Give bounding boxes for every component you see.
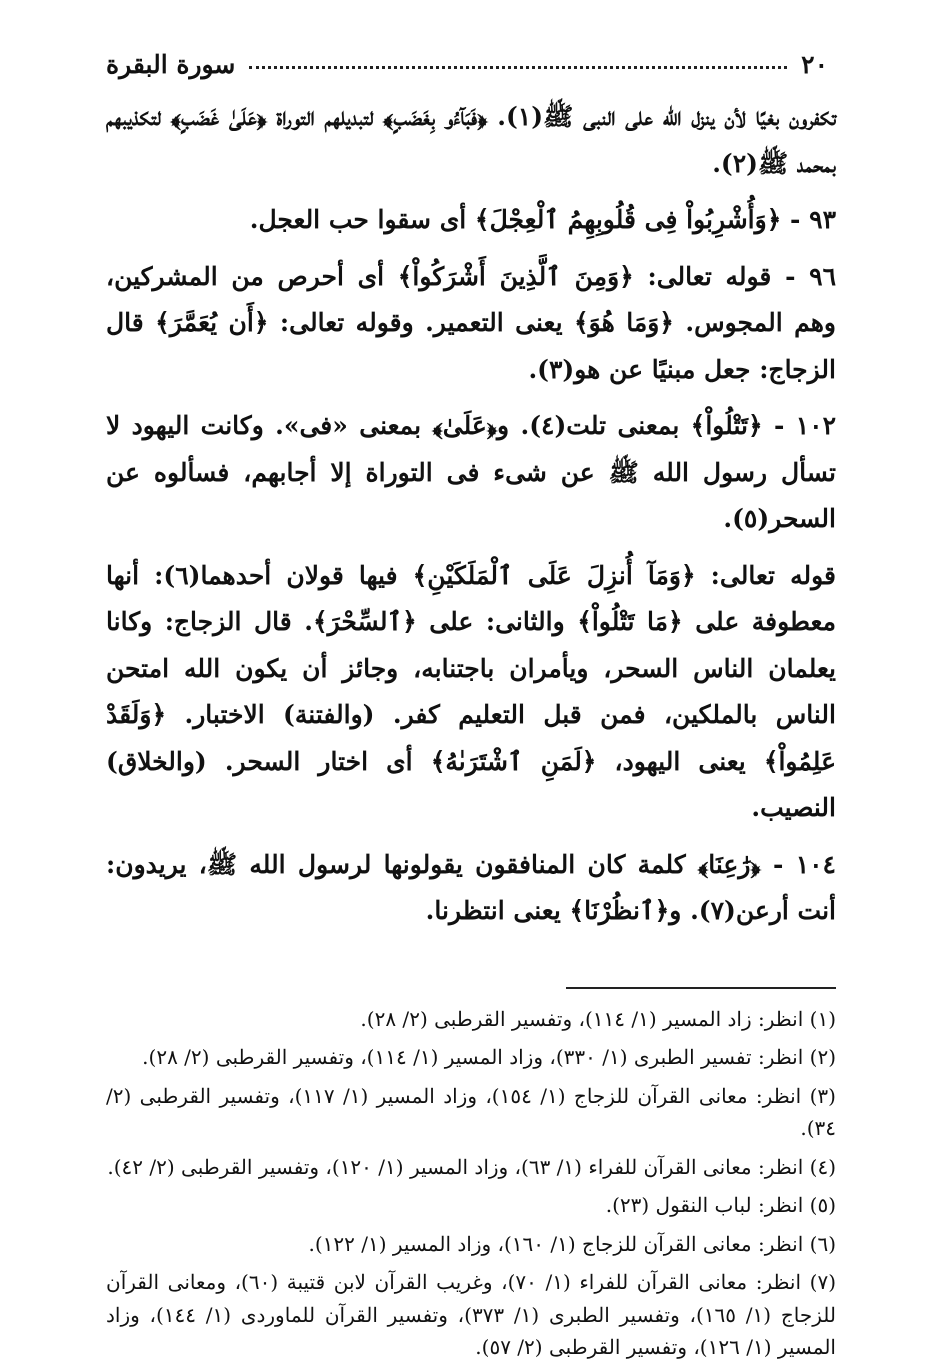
surah-title: سورة البقرة <box>106 50 236 79</box>
footnote-1: (١) انظر: زاد المسير (١/ ١١٤)، وتفسير القرطبى (٢/ ٢٨). <box>360 1006 836 1031</box>
footnote-6: (٦) انظر: معانى القرآن للزجاج (١/ ١٦٠)، وزاد المسير (١/ ١٢٢). <box>308 1231 836 1256</box>
footnotes <box>106 1003 836 1364</box>
paragraph-93: ٩٣ - ﴿وَأُشْرِبُواْ فِى قُلُوبِهِمُ ٱلْعِجْلَ﴾ أى سقوا حب العجل. <box>249 205 836 234</box>
footnote-2: (٢) انظر: تفسير الطبرى (١/ ٣٣٠)، وزاد المسير (١/ ١١٤)، وتفسير القرطبى (٢/ ٢٨). <box>142 1045 836 1069</box>
main-text <box>106 94 836 935</box>
paragraph-102-continued: قوله تعالى: ﴿وَمَآ أُنزِلَ عَلَى ٱلْمَلَكَيْنِ﴾ فيها قولان أحدهما(٦): أنها معطوفة على ﴿مَا تَتْلُواْ﴾ والثانى: على ﴿ٱلسِّحْرَ﴾. قال الزجاج: وكانا يعلمان الناس السحر، ويأمران باجتنابه، وجائز أن يكون الله امتحن الناس بالملكين، فمن قبل التعليم كفر. (والفتنة) الاختبار. ﴿وَلَقَدْ عَلِمُواْ﴾ يعنى اليهود، ﴿لَمَنِ ٱشْتَرَىٰهُ﴾ أى اختار السحر. (والخلاق) النصيب. <box>106 560 836 822</box>
paragraph-104: ١٠٤ - ﴿رَٰعِنَا﴾ كلمة كان المنافقون يقولونها لرسول الله ﷺ، يريدون: أنت أرعن(٧). و﴿ٱنظُرْنَا﴾ يعنى انتظرنا. <box>106 849 836 925</box>
page-number: ٢٠ <box>801 50 828 79</box>
paragraph-102: ١٠٢ - ﴿تَتْلُواْ﴾ بمعنى تلت(٤). و﴿عَلَىٰ﴾ بمعنى «فى». وكانت اليهود لا تسأل رسول الله ﷺ عن شىء فى التوراة إلا أجابهم، فسألوه عن السحر(٥). <box>106 411 837 533</box>
page-header <box>106 50 828 94</box>
paragraph-96: ٩٦ - قوله تعالى: ﴿وَمِنَ ٱلَّذِينَ أَشْرَكُواْ﴾ أى أحرص من المشركين، وهم المجوس. ﴿وَمَا هُوَ﴾ يعنى التعمير. وقوله تعالى: ﴿أَن يُعَمَّرَ﴾ قال الزجاج: جعل مبنيًا عن هو(٣). <box>106 261 836 384</box>
header-dotted-leader <box>249 52 787 69</box>
footnote-3: (٣) انظر: معانى القرآن للزجاج (١/ ١٥٤)، وزاد المسير (١/ ١١٧)، وتفسير القرطبى (٢/ ٣٤). <box>106 1083 836 1140</box>
footnote-4: (٤) انظر: معانى القرآن للفراء (١/ ٦٣)، وزاد المسير (١/ ١٢٠)، وتفسير القرطبى (٢/ ٤٢). <box>107 1154 836 1179</box>
footnote-divider <box>566 987 836 989</box>
footnote-7: (٧) انظر: معانى القرآن للفراء (١/ ٧٠)، وغريب القرآن لابن قتيبة (٦٠)، ومعانى القرآن للزجاج (١/ ١٦٥)، وتفسير الطبرى (١/ ٣٧٣)، وتفسير القرآن للماوردى (١/ ١٤٤)، وزاد المسير (١/ ١٢٦)، وتفسير القرطبى (٢/ ٥٧). <box>106 1270 836 1359</box>
paragraph-1: تكفرون بغيًا لأن ينزل الله على النبى ﷺ(١). ﴿فَبَآءُو بِغَضَبٍ﴾ لتبديلهم التوراة ﴿عَلَىٰ غَضَبٍ﴾ لتكذيبهم بمحمد ﷺ(٢). <box>106 102 836 178</box>
footnote-5: (٥) انظر: لباب النقول (٢٣). <box>605 1193 836 1217</box>
